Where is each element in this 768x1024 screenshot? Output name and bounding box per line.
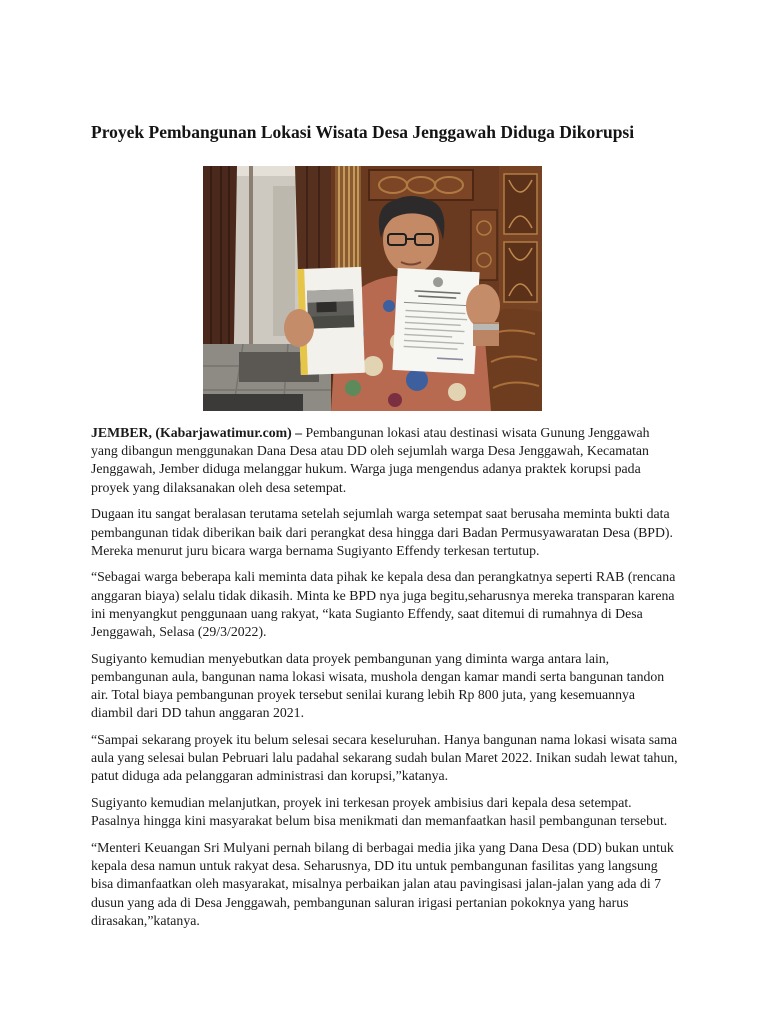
text-line: “Sebagai warga beberapa kali meminta data pihak ke kepala desa dan perangkatnya seperti RAB (rencana (91, 569, 676, 585)
text-line: anggaran biaya) selalu tidak dikasih. Minta ke BPD nya juga begitu,seharusnya mereka transparan karena (91, 587, 675, 603)
text-line: Dugaan itu sangat beralasan terutama setelah sejumlah warga setempat saat berusaha meminta bukti data (91, 506, 670, 522)
text-line: dusun yang ada di Desa Jenggawah, pembangunan saluran irigasi pertanian pokoknya yang harus (91, 894, 629, 910)
photo-illustration (203, 166, 542, 411)
text-line-rest: Pembangunan lokasi atau destinasi wisata Gunung Jenggawah (305, 425, 650, 440)
text-line: kepala desa namun untuk rakyat desa. Seharusnya, DD itu untuk pembangunan fasilitas yang langsung (91, 858, 658, 874)
carved-panel-side (471, 210, 497, 280)
article-photo (203, 166, 542, 411)
text-line: Mereka menurut juru bicara warga bernama Sugiyanto Effendy terkesan tertutup. (91, 542, 540, 558)
text-line: diambil dari DD tahun anggaran 2021. (91, 705, 305, 721)
text-line: “Sampai sekarang proyek itu belum selesai secara keseluruhan. Hanya bangunan nama lokasi wisata sama (91, 732, 678, 748)
paragraph (91, 424, 691, 497)
article-body (91, 424, 691, 939)
text-line: Sugiyanto kemudian menyebutkan data proyek pembangunan yang diminta warga antara lain, (91, 650, 610, 666)
paragraph (91, 505, 691, 560)
text-line: aula yang selesai bulan Pebruari lalu padahal sekarang sudah bulan Maret 2022. Inikan sudah lewat tahun, (91, 750, 678, 766)
paragraph (91, 794, 691, 830)
text-line: proyek yang dilaksanakan oleh desa setempat. (91, 479, 347, 495)
text-line: Jenggawah, Jember diduga melanggar hukum. Warga juga mengendus adanya praktek korupsi pada (91, 461, 641, 477)
article-title: Proyek Pembangunan Lokasi Wisata Desa Jenggawah Diduga Dikorupsi (91, 122, 635, 142)
text-line: pembangunan aula, bangunan nama lokasi wisata, mushola dengan kamar mandi serta bangunan tandon (91, 668, 665, 684)
text-line: air. Total biaya pembangunan proyek tersebut senilai kurang lebih Rp 800 juta, yang kesemuannya (91, 687, 635, 703)
text-line: dirasakan,”katanya. (91, 912, 200, 928)
carved-column (335, 166, 361, 278)
text-line: Sugiyanto kemudian melanjutkan, proyek ini terkesan proyek ambisius dari kepala desa setempat. (91, 795, 632, 811)
text-line: yang dibangun menggunakan Dana Desa atau DD oleh sejumlah warga Desa Jenggawah, Kecamatan (91, 443, 649, 459)
text-line: bisa dimanfaatkan oleh masyarakat, misalnya perbaikan jalan atau pavingisasi jalan-jalan yang ada di 7 (91, 876, 662, 892)
left-hand (284, 309, 314, 347)
text-line: pembangunan tidak diberikan baik dari perangkat desa hingga dari Badan Permusyawaratan Desa (BPD). (91, 524, 673, 540)
dateline: JEMBER, (Kabarjawatimur.com) – (91, 425, 303, 440)
paragraph (91, 650, 691, 723)
text-line: Pasalnya hingga kini masyarakat belum bisa menikmati dan memanfaatkan hasil pembangunan tersebut. (91, 813, 668, 829)
held-document-right (392, 268, 479, 374)
carved-panel-top (369, 170, 473, 200)
paragraph (91, 731, 691, 786)
paragraph (91, 839, 691, 930)
text-line: patut diduga ada pelanggaran administrasi dan korupsi,”katanya. (91, 768, 449, 784)
paragraph (91, 568, 691, 641)
text-line: Jenggawah, Selasa (29/3/2022). (91, 624, 267, 640)
text-line: ini menyangkut penggunaan uang rakyat, “kata Sugianto Effendy, saat ditemui di rumahnya di Desa (91, 605, 643, 621)
text-line: “Menteri Keuangan Sri Mulyani pernah bilang di berbagai media jika yang Dana Desa (DD) bukan untuk (91, 840, 674, 856)
text-line (91, 424, 691, 442)
